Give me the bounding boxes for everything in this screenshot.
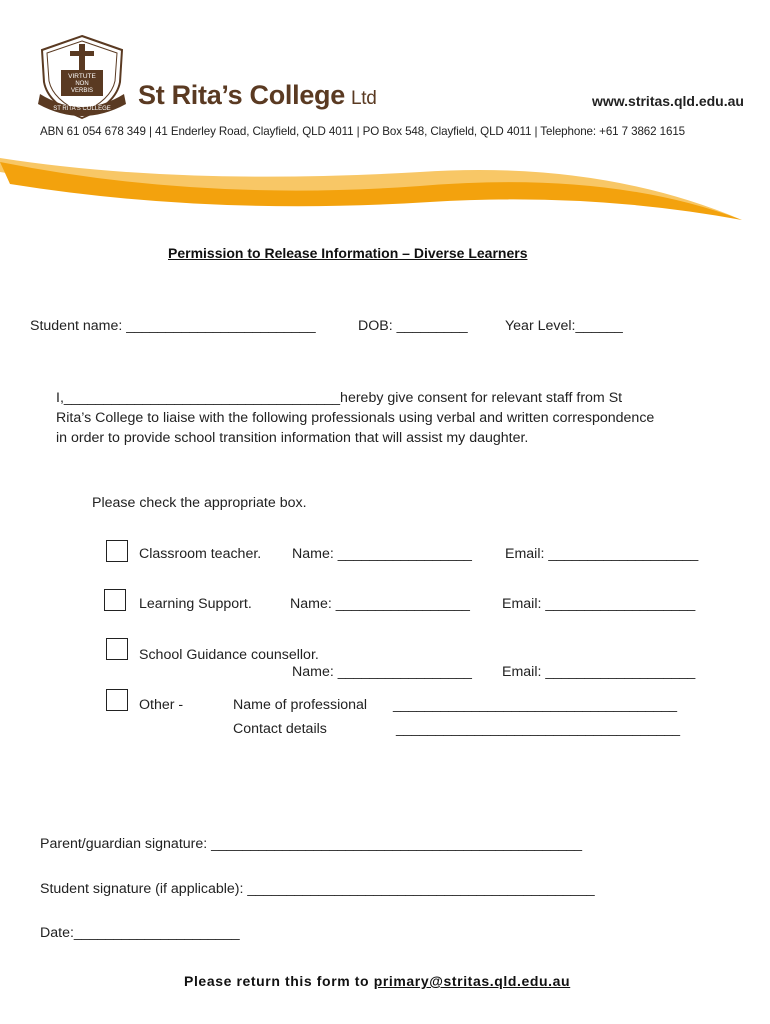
crest-motto-3: VERBIS <box>70 88 94 94</box>
form-title: Permission to Release Information – Diverse Learners <box>168 245 528 261</box>
professional-name-field[interactable]: ____________________________________ <box>393 697 678 713</box>
learning-support-email-field[interactable]: Email: ___________________ <box>502 596 696 612</box>
guidance-counsellor-email-field[interactable]: Email: ___________________ <box>502 664 696 680</box>
crest-motto-1: VIRTUTE <box>68 73 96 80</box>
parent-signature-field[interactable]: Parent/guardian signature: _______________________________________________ <box>40 836 582 852</box>
college-name-text: St Rita’s College <box>138 80 345 110</box>
checkbox-instruction: Please check the appropriate box. <box>92 495 307 511</box>
learning-support-name-field[interactable]: Name: _________________ <box>290 596 470 612</box>
classroom-teacher-email-field[interactable]: Email: ___________________ <box>505 546 699 562</box>
professional-name-label: Name of professional <box>233 697 368 713</box>
return-email-link[interactable]: primary@stritas.qld.edu.au <box>373 973 571 989</box>
year-level-field[interactable]: Year Level:______ <box>505 318 623 334</box>
college-name <box>138 80 376 111</box>
college-crest-logo <box>34 34 130 120</box>
student-name-field[interactable]: Student name: ________________________ <box>30 318 316 334</box>
crest-banner-text: ST RITA'S COLLEGE <box>53 106 111 112</box>
consent-line-1[interactable]: I,___________________________________hereby give consent for relevant staff from St <box>56 390 623 406</box>
date-field[interactable]: Date:_____________________ <box>40 925 240 941</box>
consent-line-2: Rita’s College to liaise with the following professionals using verbal and written correspondence <box>56 410 655 426</box>
guidance-counsellor-label: School Guidance counsellor. <box>139 647 319 663</box>
learning-support-label: Learning Support. <box>139 596 252 612</box>
dob-field[interactable]: DOB: _________ <box>358 318 468 334</box>
header-swoosh-decoration <box>0 150 770 230</box>
classroom-teacher-name-field[interactable]: Name: _________________ <box>292 546 472 562</box>
contact-details-label: Contact details <box>233 721 327 737</box>
learning-support-checkbox[interactable] <box>104 589 126 611</box>
other-checkbox[interactable] <box>106 689 128 711</box>
consent-line-3: in order to provide school transition information that will assist my daughter. <box>56 430 529 446</box>
student-signature-field[interactable]: Student signature (if applicable): ____________________________________________ <box>40 881 595 897</box>
college-website: www.stritas.qld.edu.au <box>592 93 744 109</box>
classroom-teacher-checkbox[interactable] <box>106 540 128 562</box>
guidance-counsellor-checkbox[interactable] <box>106 638 128 660</box>
crest-motto-2: NON <box>75 81 89 87</box>
other-label: Other - <box>139 697 184 713</box>
return-instruction-text: Please return this form to <box>184 973 374 989</box>
college-suffix: Ltd <box>350 88 377 109</box>
college-contact-line: ABN 61 054 678 349 | 41 Enderley Road, Clayfield, QLD 4011 | PO Box 548, Clayfield, QLD 4011 | Telephone: +61 7 3862 1615 <box>40 125 686 138</box>
classroom-teacher-label: Classroom teacher. <box>139 546 262 562</box>
guidance-counsellor-name-field[interactable]: Name: _________________ <box>292 664 472 680</box>
return-instruction <box>184 973 570 989</box>
contact-details-field[interactable]: ____________________________________ <box>396 721 681 737</box>
